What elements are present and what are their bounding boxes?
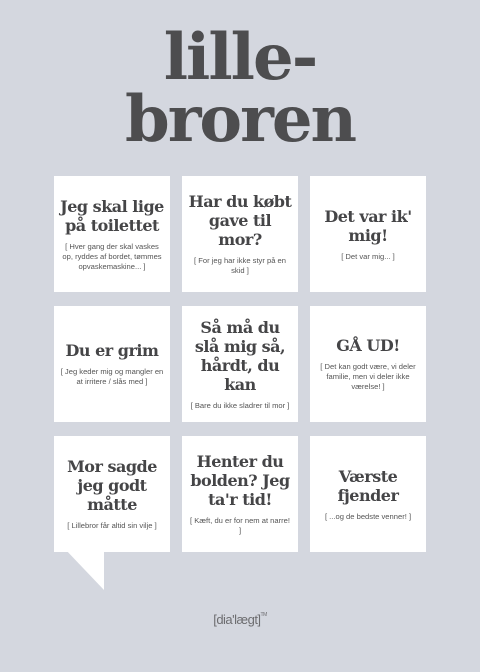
quote-note: [ Det var mig... ] (341, 251, 395, 261)
speech-bubble-tail (64, 548, 104, 590)
quote-note: [ Jeg keder mig og mangler en at irritere / slås med ] (60, 367, 164, 386)
quote-card (54, 306, 170, 422)
quote-note: [ Lillebror får altid sin vilje ] (67, 521, 157, 530)
quote-note: [ Hver gang der skal vaskes op, ryddes af bordet, tømmes opvaskemaskine... ] (62, 241, 162, 271)
quote-card (54, 176, 170, 292)
quote-text: Jeg skal lige på toilettet (60, 196, 164, 235)
brand-logo-text: [dia'lægt] (213, 612, 261, 627)
quote-card (182, 176, 298, 292)
quote-note: [ Kæft, du er for nem at narre! ] (189, 516, 291, 535)
quote-card (310, 306, 426, 422)
quote-card (182, 306, 298, 422)
quote-text: Du er grim (65, 341, 159, 360)
quote-text: Mor sagde jeg godt måtte (67, 457, 157, 514)
quote-card (182, 436, 298, 552)
poster-title-line2: broren (124, 82, 356, 157)
quote-card (310, 436, 426, 552)
quote-text: Har du købt gave til mor? (188, 192, 292, 249)
quote-card (54, 436, 170, 552)
quote-note: [ Bare du ikke sladrer til mor ] (190, 400, 290, 410)
quote-note: [ For jeg har ikke styr på en skid ] (193, 256, 286, 275)
quote-card (310, 176, 426, 292)
quote-text: Så må du slå mig så, hårdt, du kan (194, 317, 286, 394)
brand-logo (204, 612, 276, 627)
quote-text: Henter du bolden? Jeg ta'r tid! (190, 452, 290, 509)
quote-note: [ Det kan godt være, vi deler familie, men vi deler ikke værelse! ] (320, 362, 416, 391)
quote-note: [ ...og de bedste venner! ] (324, 511, 412, 521)
quote-text: GÅ UD! (336, 336, 400, 355)
poster-title-line1: lille- (163, 20, 317, 95)
quote-text: Værste fjender (337, 466, 399, 505)
quote-text: Det var ik' mig! (324, 206, 412, 245)
trademark-mark: TM (260, 612, 267, 618)
